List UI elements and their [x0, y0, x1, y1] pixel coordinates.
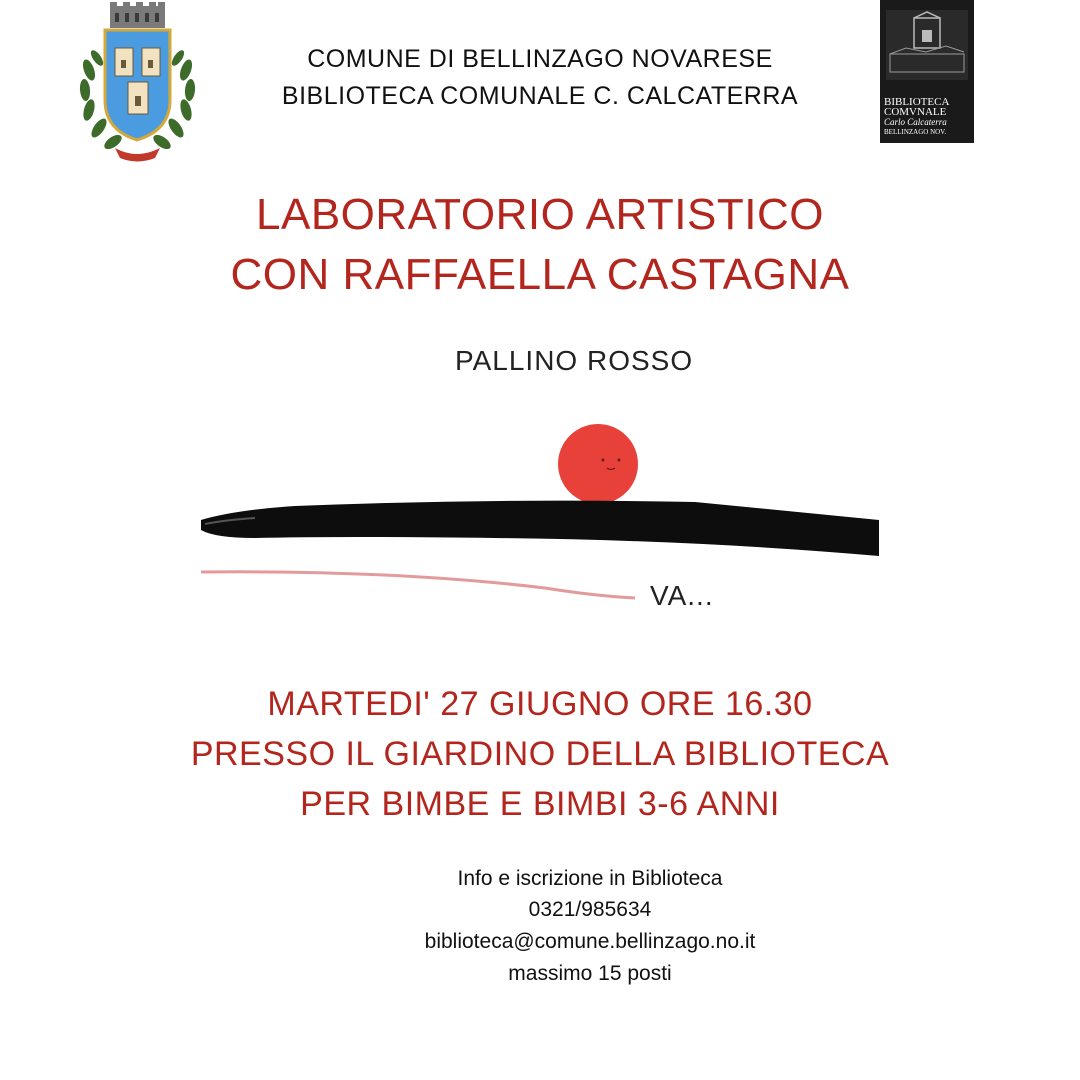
event-audience: PER BIMBE E BIMBI 3-6 ANNI	[300, 785, 780, 823]
book-illustration	[195, 420, 885, 620]
info-registration: Info e iscrizione in Biblioteca	[457, 867, 723, 890]
black-brush-line	[201, 501, 879, 556]
header-library: BIBLIOTECA COMUNALE C. CALCATERRA	[281, 82, 799, 110]
library-logo	[880, 0, 974, 143]
library-logo-line1: BIBLIOTECA	[884, 96, 950, 108]
library-logo-line3: Carlo Calcaterra	[884, 117, 947, 127]
event-place: PRESSO IL GIARDINO DELLA BIBLIOTECA	[190, 735, 890, 773]
info-seats: massimo 15 posti	[508, 962, 672, 985]
header-municipality: COMUNE DI BELLINZAGO NOVARESE	[307, 45, 773, 73]
book-caption: VA...	[650, 580, 714, 611]
library-building-icon	[886, 10, 968, 80]
title-line-2: CON RAFFAELLA CASTAGNA	[230, 250, 850, 299]
municipal-crest-logo	[75, 0, 200, 165]
library-logo-line4: BELLINZAGO NOV.	[884, 128, 947, 136]
library-logo-text	[884, 97, 970, 137]
library-logo-line2: COMVNALE	[884, 106, 947, 118]
info-phone: 0321/985634	[528, 898, 652, 921]
event-date: MARTEDI' 27 GIUGNO ORE 16.30	[267, 685, 813, 723]
red-trail-line	[201, 572, 635, 598]
book-title: PALLINO ROSSO	[455, 345, 694, 376]
title-line-1: LABORATORIO ARTISTICO	[256, 190, 824, 239]
info-email: biblioteca@comune.bellinzago.no.it	[424, 930, 756, 953]
red-dot-character	[558, 424, 638, 504]
